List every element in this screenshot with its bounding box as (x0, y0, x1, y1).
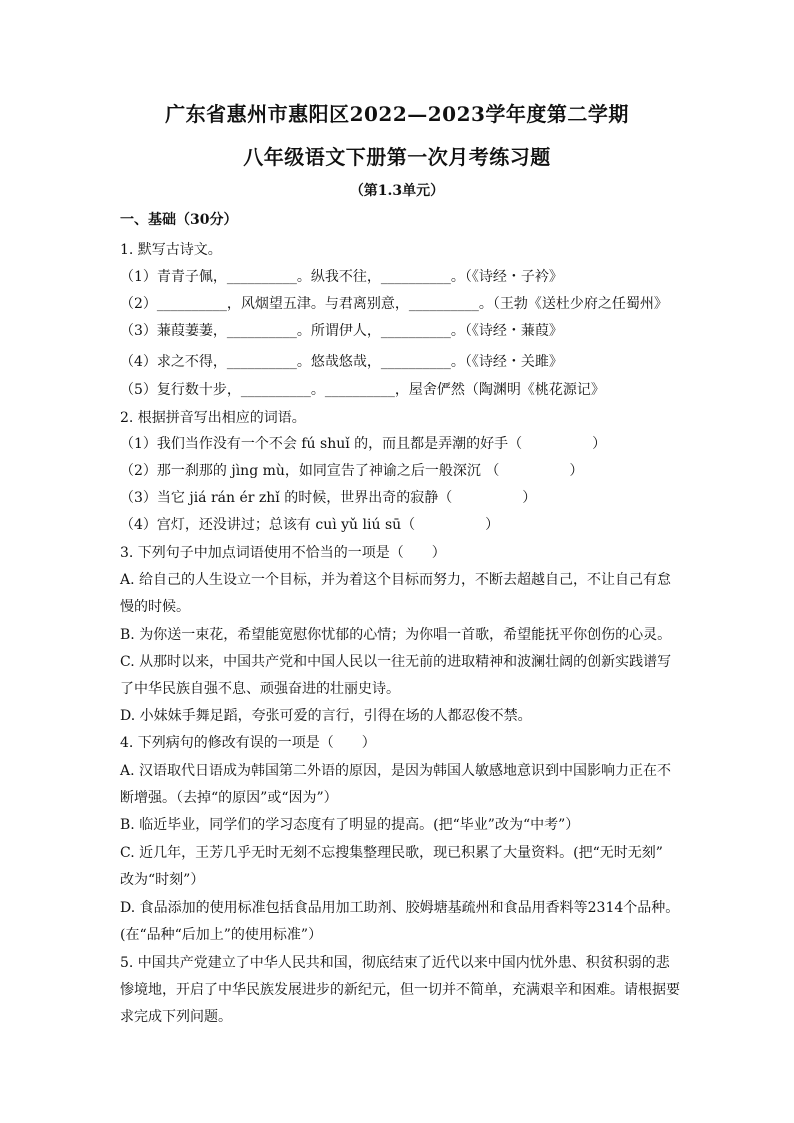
question-4-option-c-cont: 改为“时刻”） (120, 872, 205, 888)
question-1-item: （2）__________，风烟望五津。与君离别意，__________。（王勃《送杜少府之任蜀州》 (120, 296, 668, 312)
question-5-stem-cont: 惨境地，开启了中华民族发展进步的新纪元，但一切并不简单，充满艰辛和困难。请根据要 (120, 982, 680, 998)
question-4-option-c: C. 近几年，王芳几乎无时无刻不忘搜集整理民歌，现已积累了大量资料。(把“无时无刻” (120, 845, 663, 861)
question-3-option-a-cont: 慢的时候。 (120, 599, 190, 615)
question-1-item: （4）求之不得，__________。悠哉悠哉，__________。（《诗经・关雎》 (120, 354, 563, 370)
question-1-item: （5）复行数十步，__________。__________，屋舍俨然（陶渊明《桃花源记》 (120, 382, 605, 398)
question-4-stem: 4. 下列病句的修改有误的一项是（ ） (120, 735, 376, 751)
question-4-option-a: A. 汉语取代日语成为韩国第二外语的原因，是因为韩国人敏感地意识到中国影响力正在不 (120, 763, 672, 779)
question-1-stem: 1. 默写古诗文。 (120, 242, 222, 258)
question-5-stem: 5. 中国共产党建立了中华人民共和国，彻底结束了近代以来中国内忧外患、积贫积弱的悲 (120, 955, 670, 971)
question-5-stem-cont: 求完成下列问题。 (120, 1009, 232, 1025)
question-2-item: （2）那一刹那的 jìng mù，如同宣告了神谕之后一般深沉 （ ） (120, 463, 584, 479)
exam-title-line2: 八年级语文下册第一次月考练习题 (243, 145, 551, 169)
question-3-option-b: B. 为你送一束花，希望能宽慰你忧郁的心情；为你唱一首歌，希望能抚平你创伤的心灵。 (120, 627, 672, 643)
question-1-item: （3）蒹葭萋萋，__________。所谓伊人，__________。（《诗经・蒹葭》 (120, 323, 563, 339)
section-heading: 一、基础（30分） (120, 212, 238, 228)
question-2-item: （3）当它 jiá rán ér zhǐ 的时候，世界出奇的寂静（ ） (120, 490, 537, 506)
question-4-option-b: B. 临近毕业，同学们的学习态度有了明显的提高。(把“毕业”改为“中考”） (120, 817, 580, 833)
question-3-option-c-cont: 了中华民族自强不息、顽强奋进的壮丽史诗。 (120, 681, 400, 697)
exam-title-line1: 广东省惠州市惠阳区2022—2023学年度第二学期 (165, 102, 629, 126)
question-2-stem: 2. 根据拼音写出相应的词语。 (120, 410, 306, 426)
question-2-item: （1）我们当作没有一个不会 fú shuǐ 的，而且都是弄潮的好手（ ） (120, 436, 607, 452)
question-1-item: （1）青青子佩，__________。纵我不往，__________。（《诗经・子衿》 (120, 269, 563, 285)
question-3-stem: 3. 下列句子中加点词语使用不恰当的一项是（ ） (120, 545, 446, 561)
question-3-option-c: C. 从那时以来，中国共产党和中国人民以一往无前的进取精神和波澜壮阔的创新实践谱写 (120, 654, 672, 670)
exam-subtitle: （第1.3单元） (349, 183, 445, 199)
question-2-item: （4）宫灯，还没讲过；总该有 cuì yǔ liú sū（ ） (120, 517, 500, 533)
question-3-option-d: D. 小妹妹手舞足蹈，夸张可爱的言行，引得在场的人都忍俊不禁。 (120, 708, 532, 724)
question-4-option-a-cont: 断增强。（去掉“的原因”或“因为”） (120, 790, 338, 806)
question-4-option-d: D. 食品添加的使用标准包括食品用加工助剂、胶姆塘基疏州和食品用香料等2314个品种。 (120, 900, 680, 916)
question-3-option-a: A. 给自己的人生设立一个目标，并为着这个目标而努力，不断去超越自己，不让自己有怠 (120, 572, 672, 588)
question-4-option-d-cont: (在“品种“后加上”的使用标准”） (120, 927, 323, 943)
